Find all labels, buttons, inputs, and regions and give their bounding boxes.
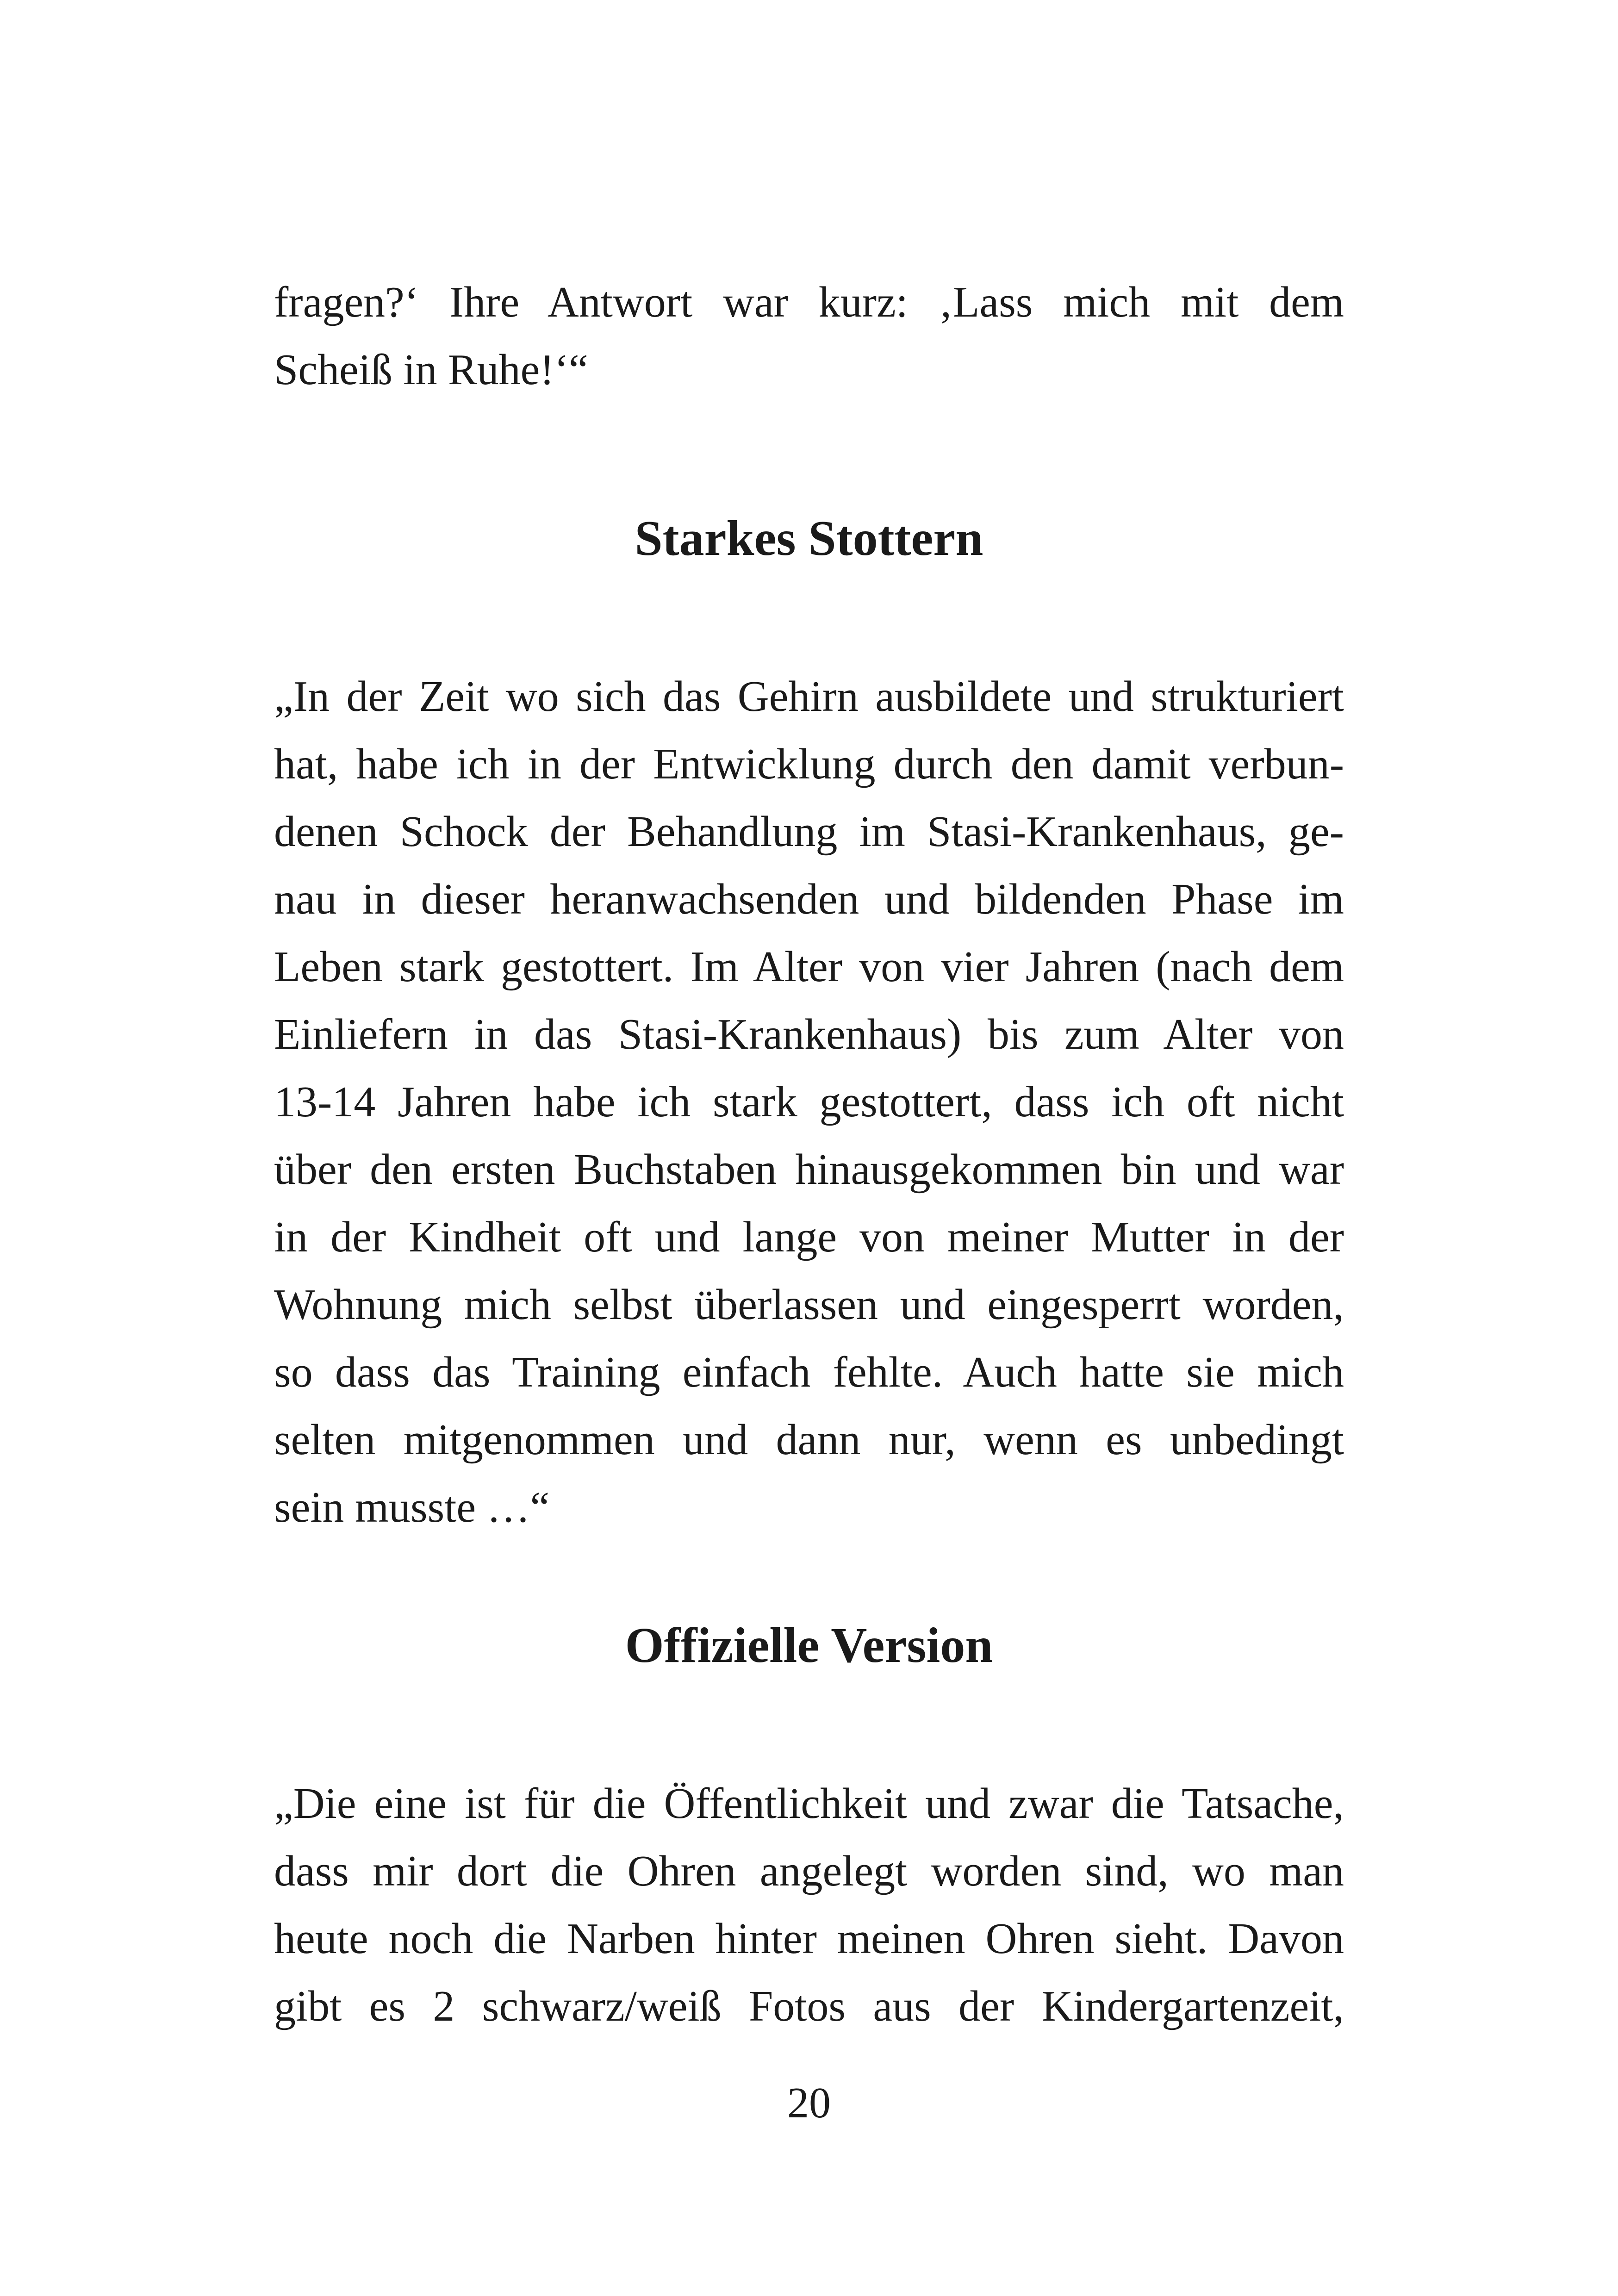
text-line: heute noch die Narben hinter meinen Ohren sieht. Davon — [274, 1915, 1344, 1963]
text-line: Wohnung mich selbst überlassen und eingesperrt worden, — [274, 1281, 1344, 1329]
text-line: Scheiß in Ruhe!‘“ — [274, 346, 588, 394]
text-line: sein musste …“ — [274, 1483, 550, 1531]
text-line: 13-14 Jahren habe ich stark gestottert, dass ich oft nicht — [274, 1078, 1344, 1126]
text-line: nau in dieser heranwachsenden und bildenden Phase im — [274, 875, 1344, 923]
text-line: Leben stark gestottert. Im Alter von vier Jahren (nach dem — [274, 943, 1344, 991]
text-line: Einliefern in das Stasi-Krankenhaus) bis zum Alter von — [274, 1010, 1344, 1058]
text-line: „Die eine ist für die Öffentlichkeit und zwar die Tatsache, — [274, 1780, 1344, 1828]
text-line: selten mitgenommen und dann nur, wenn es unbedingt — [274, 1416, 1344, 1464]
text-line: so dass das Training einfach fehlte. Auch hatte sie mich — [274, 1348, 1344, 1396]
paragraph-starkes-stottern — [274, 663, 1344, 1541]
text-line: in der Kindheit oft und lange von meiner Mutter in der — [274, 1213, 1344, 1261]
text-line: dass mir dort die Ohren angelegt worden sind, wo man — [274, 1847, 1344, 1895]
text-line: hat, habe ich in der Entwicklung durch den damit verbun- — [274, 740, 1344, 788]
page-number: 20 — [787, 2079, 831, 2127]
section-heading-offizielle-version: Offizielle Version — [625, 1618, 993, 1673]
text-line: über den ersten Buchstaben hinausgekommen bin und war — [274, 1145, 1344, 1194]
text-line: gibt es 2 schwarz/weiß Fotos aus der Kindergartenzeit, — [274, 1982, 1344, 2030]
text-line: fragen?‘ Ihre Antwort war kurz: ‚Lass mich mit dem — [274, 278, 1344, 326]
text-line: denen Schock der Behandlung im Stasi-Krankenhaus, ge- — [274, 808, 1344, 856]
intro-paragraph — [274, 268, 1344, 404]
section-heading-starkes-stottern: Starkes Stottern — [635, 511, 983, 566]
text-line: „In der Zeit wo sich das Gehirn ausbildete und strukturiert — [274, 672, 1344, 721]
paragraph-offizielle-version — [274, 1770, 1344, 2040]
